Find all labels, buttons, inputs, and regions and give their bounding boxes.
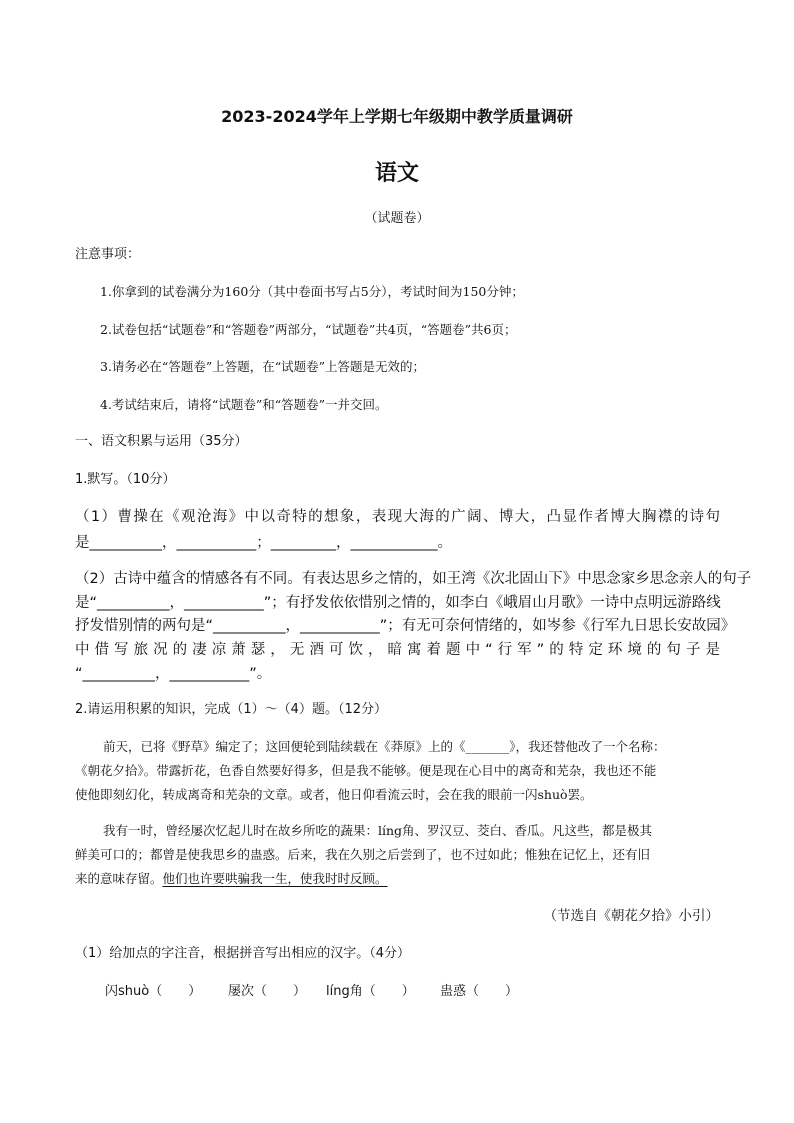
notice-item: 3.请务必在“答题卷”上答题，在“试题卷”上答题是无效的； xyxy=(100,359,425,374)
question-heading: 1.默写。（10分） xyxy=(75,472,176,487)
notice-heading: 注意事项： xyxy=(75,247,141,262)
exam-title: 2023-2024学年上学期七年级期中教学质量调研 xyxy=(221,107,573,126)
subject-title: 语文 xyxy=(374,161,419,186)
underlined-sentence: 他们也许要哄骗我一生，使我时时反顾。 xyxy=(162,871,388,886)
pinyin-blank: 蛊惑（ ） xyxy=(440,984,519,999)
passage-text: 来的意味存留。 xyxy=(75,871,163,886)
section-heading: 一、语文积累与运用（35分） xyxy=(75,434,248,449)
passage-line: 鲜美可口的；都曾是使我思乡的蛊惑。后来，我在久别之后尝到了，也不过如此；惟独在记忆上，还有旧 xyxy=(75,847,651,862)
sub-question: （1）给加点的字注音，根据拼音写出相应的汉字。（4分） xyxy=(75,946,411,961)
answer-blank-line: “__________，___________”。 xyxy=(75,666,272,682)
question-text: 抒发惜别情的两句是“__________，___________”；有无可奈何情绪的，如岑参《行军九日思长安故园》 xyxy=(75,618,736,634)
answer-blank-line: 是__________，___________；_________，____________。 xyxy=(75,535,452,551)
question-heading: 2.请运用积累的知识，完成（1）～（4）题。（12分） xyxy=(75,702,387,717)
question-text: （1）曹操在《观沧海》中以奇特的想象，表现大海的广阔、博大，凸显作者博大胸襟的诗句 xyxy=(75,509,720,525)
passage-line xyxy=(75,869,388,889)
notice-item: 2.试卷包括“试题卷”和“答题卷”两部分，“试题卷”共4页，“答题卷”共6页； xyxy=(100,322,517,337)
pinyin-blank: 闪shuò（ ） xyxy=(105,984,202,999)
passage-line: 《朝花夕拾》。带露折花，色香自然要好得多，但是我不能够。便是现在心目中的离奇和芜杂，我也还不能 xyxy=(75,763,657,778)
pinyin-blank: líng角（ ） xyxy=(326,984,415,999)
question-text: 是“__________，___________”；有抒发依依惜别之情的，如李白《峨眉山月歌》一诗中点明远游路线 xyxy=(75,595,721,611)
question-text: （2）古诗中蕴含的情感各有不同。有表达思乡之情的，如王湾《次北固山下》中思念家乡思念亲人的句子 xyxy=(75,571,752,587)
question-text: 中借写旅况的凄凉萧瑟，无酒可饮，暗寓着题中“行军”的特定环境的句子是 xyxy=(75,642,720,658)
passage-line: 我有一时，曾经屡次忆起儿时在故乡所吃的蔬果：líng角、罗汉豆、茭白、香瓜。凡这些，都是极其 xyxy=(103,823,653,838)
paper-variant: （试题卷） xyxy=(364,211,430,226)
passage-line: 使他即刻幻化，转成离奇和芜杂的文章。或者，他日仰看流云时，会在我的眼前一闪shuò罢。 xyxy=(75,787,593,802)
passage-source: （节选自《朝花夕拾》小引） xyxy=(543,908,719,924)
notice-item: 1.你拿到的试卷满分为160分（其中卷面书写占5分），考试时间为150分钟； xyxy=(100,284,524,299)
notice-item: 4.考试结束后，请将“试题卷”和“答题卷”一并交回。 xyxy=(100,397,388,412)
pinyin-blank: 屡次（ ） xyxy=(228,984,307,999)
passage-line: 前天，已将《野草》编定了；这回便轮到陆续载在《莽原》上的《_______》，我还替他改了一个名称： xyxy=(103,739,666,754)
